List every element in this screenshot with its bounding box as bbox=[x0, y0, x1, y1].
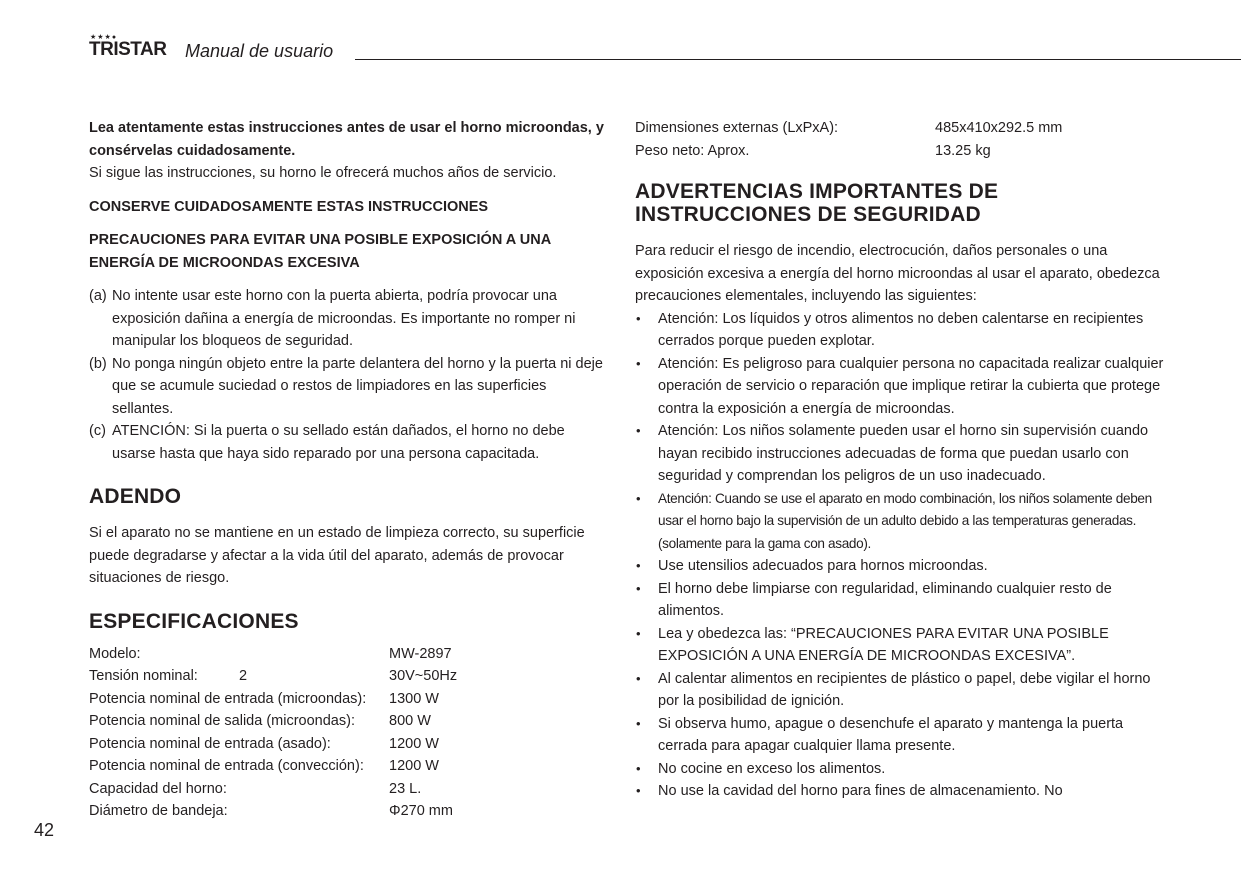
brand-name: TRISTAR bbox=[89, 39, 167, 60]
item-text: ATENCIÓN: Si la puerta o su sellado están dañados, el horno no debe usarse hasta que haya sido reparado por una persona capacitada. bbox=[112, 423, 565, 462]
spec-row bbox=[89, 733, 609, 756]
spec-label: Potencia nominal de entrada (convección): bbox=[89, 758, 364, 774]
right-column bbox=[635, 117, 1165, 803]
spec-value: 1200 W bbox=[389, 735, 439, 752]
spec-label: Peso neto: Aprox. bbox=[635, 142, 750, 159]
intro-bold-text: Lea atentamente estas instrucciones antes de usar el horno microondas, y consérvelas cuidadosamente. bbox=[89, 120, 604, 159]
specs-table bbox=[89, 643, 609, 823]
list-item: • Atención: Los niños solamente pueden usar el horno sin supervisión cuando hayan recibido instrucciones adecuadas de forma que puedan usarlo con seguridad y comprendan los peligros de un uso inadecuado. bbox=[635, 420, 1165, 488]
warnings-list bbox=[635, 308, 1165, 803]
spec-value: 13.25 kg bbox=[935, 142, 991, 159]
page-number: 42 bbox=[34, 820, 55, 840]
spec-row bbox=[89, 778, 609, 801]
list-item: • Atención: Es peligroso para cualquier persona no capacitada realizar cualquier operación de servicio o reparación que implique retirar la cubierta que protege contra la exposición a energía de microondas. bbox=[635, 353, 1165, 421]
conserve-heading: CONSERVE CUIDADOSAMENTE ESTAS INSTRUCCIONES bbox=[89, 198, 489, 215]
spec-row bbox=[89, 688, 609, 711]
spec-label: Potencia nominal de salida (microondas): bbox=[89, 713, 355, 729]
spec-extra: 2 bbox=[239, 668, 248, 684]
left-column bbox=[89, 117, 609, 823]
warnings-heading bbox=[635, 180, 1165, 226]
spec-row bbox=[89, 755, 609, 778]
spec-value: 1200 W bbox=[389, 758, 439, 774]
specs-heading: ESPECIFICACIONES bbox=[89, 609, 299, 633]
spec-value: Φ270 mm bbox=[389, 803, 453, 819]
spec-value: 23 L. bbox=[389, 780, 422, 797]
spec-value: 1300 W bbox=[389, 690, 439, 707]
warnings-intro: Para reducir el riesgo de incendio, electrocución, daños personales o una exposición excesiva a energía del horno microondas al usar el aparato, obedezca precauciones elementales, incluyendo las siguientes: bbox=[635, 243, 1160, 304]
header-rule bbox=[355, 59, 1241, 60]
item-text: No ponga ningún objeto entre la parte delantera del horno y la puerta ni deje que se acumule suciedad o restos de limpiadores en las superficies sellantes. bbox=[112, 355, 603, 417]
manual-title: Manual de usuario bbox=[185, 41, 334, 61]
item-text: No intente usar este horno con la puerta abierta, podría provocar una exposición dañina a energía de microondas. Es importante no romper ni manipular los bloqueos de seguridad. bbox=[112, 288, 576, 349]
list-item: • Al calentar alimentos en recipientes de plástico o papel, debe vigilar el horno por la posibilidad de ignición. bbox=[635, 668, 1165, 713]
list-item: • No use la cavidad del horno para fines de almacenamiento. No bbox=[635, 780, 1165, 803]
list-item bbox=[89, 353, 609, 421]
spec-value: MW-2897 bbox=[389, 645, 452, 662]
spec-row bbox=[635, 117, 1165, 140]
logo-stars: ★★★● bbox=[90, 34, 118, 41]
list-item: • No cocine en exceso los alimentos. bbox=[635, 758, 1165, 781]
page-header bbox=[89, 34, 1241, 64]
item-marker: (a) bbox=[89, 288, 107, 304]
list-item: • Atención: Los líquidos y otros alimentos no deben calentarse en recipientes cerrados porque pueden explotar. bbox=[635, 308, 1165, 353]
spec-label: Potencia nominal de entrada (asado): bbox=[89, 735, 331, 752]
warnings-heading-line2: INSTRUCCIONES DE SEGURIDAD bbox=[635, 203, 981, 226]
spec-label: Potencia nominal de entrada (microondas): bbox=[89, 690, 367, 707]
warnings-heading-line1: ADVERTENCIAS IMPORTANTES DE bbox=[635, 180, 999, 203]
list-item: • Atención: Cuando se use el aparato en modo combinación, los niños solamente deben usar el horno bajo la supervisión de un adulto debido a las temperaturas generadas. (solamente para la gama con asado). bbox=[635, 488, 1165, 556]
spec-value: 800 W bbox=[389, 713, 431, 729]
list-item: • Si observa humo, apague o desenchufe el aparato y mantenga la puerta cerrada para apagar cualquier llama presente. bbox=[635, 713, 1165, 758]
tristar-logo bbox=[89, 34, 181, 60]
spec-row bbox=[89, 800, 609, 823]
list-item: • Lea y obedezca las: “PRECAUCIONES PARA EVITAR UNA POSIBLE EXPOSICIÓN A UNA ENERGÍA DE MICROONDAS EXCESIVA”. bbox=[635, 623, 1165, 668]
spec-label: Modelo: bbox=[89, 645, 141, 662]
adendo-text: Si el aparato no se mantiene en un estado de limpieza correcto, su superficie puede degradarse y afectar a la vida útil del aparato, además de provocar situaciones de riesgo. bbox=[89, 525, 585, 586]
dimensions-table bbox=[635, 117, 1165, 162]
list-item bbox=[89, 285, 609, 353]
list-item bbox=[89, 420, 609, 465]
spec-row bbox=[635, 140, 1165, 163]
spec-label: Dimensiones externas (LxPxA): bbox=[635, 120, 839, 136]
item-marker: (b) bbox=[89, 355, 107, 372]
spec-label: Diámetro de bandeja: bbox=[89, 803, 228, 819]
precautions-heading: PRECAUCIONES PARA EVITAR UNA POSIBLE EXPOSICIÓN A UNA ENERGÍA DE MICROONDAS EXCESIVA bbox=[89, 232, 551, 271]
spec-value: 30V~50Hz bbox=[389, 668, 458, 684]
list-item: • El horno debe limpiarse con regularidad, eliminando cualquier resto de alimentos. bbox=[635, 578, 1165, 623]
spec-label: Tensión nominal: bbox=[89, 668, 198, 684]
precaution-list bbox=[89, 285, 609, 465]
item-marker: (c) bbox=[89, 423, 106, 439]
spec-row bbox=[89, 710, 609, 733]
intro-text: Si sigue las instrucciones, su horno le ofrecerá muchos años de servicio. bbox=[89, 165, 557, 181]
list-item: • Use utensilios adecuados para hornos microondas. bbox=[635, 555, 1165, 578]
adendo-heading: ADENDO bbox=[89, 485, 182, 508]
spec-row bbox=[89, 665, 609, 688]
spec-value: 485x410x292.5 mm bbox=[935, 120, 1063, 136]
spec-label: Capacidad del horno: bbox=[89, 780, 227, 797]
spec-row bbox=[89, 643, 609, 666]
